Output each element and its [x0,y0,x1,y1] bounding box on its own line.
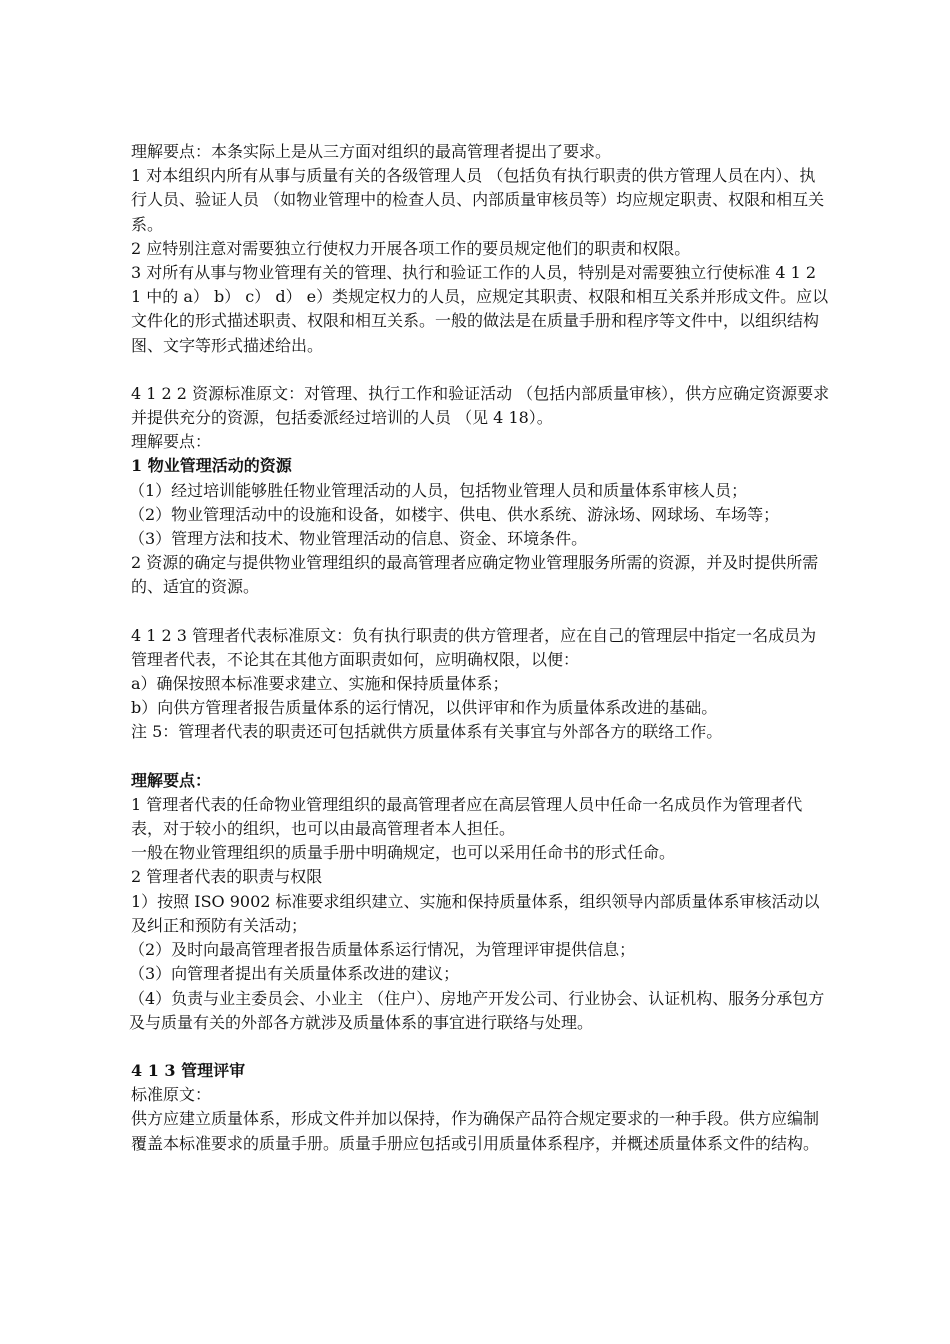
section-c-note: 注 5：管理者代表的职责还可包括就供方质量体系有关事宜与外部各方的联络工作。 [131,722,723,742]
section-e-heading: 4 1 3 管理评审 [131,1060,246,1080]
section-e-text: 供方应建立质量体系，形成文件并加以保持，作为确保产品符合规定要求的一种手段。供方应编制覆盖本标准要求的质量手册。质量手册应包括或引用质量体系程序，并概述质量体系文件的结构。 [131,1109,820,1153]
section-a-item-1: 1 对本组织内所有从事与质量有关的各级管理人员 （包括负有执行职责的供方管理人员在内）、执行人员、验证人员 （如物业管理中的检查人员、内部质量审核员等）均应规定职责、权限和相互关系。 [131,166,825,234]
section-a-item-3: 3 对所有从事与物业管理有关的管理、执行和验证工作的人员，特别是对需要独立行使标准 4 1 2 1 中的 a） b） c） d） e）类规定权力的人员，应规定其职责、权限和相互关系并形成文件。应以文件化的形式描述职责、权限和相互关系。一般的做法是在质量手册和程序等文件中，以组织结构图、文字等形式描述给出。 [131,263,829,355]
paragraph-gap [131,358,831,382]
section-d-sub-4: （4）负责与业主委员会、小业主 （住户）、房地产开发公司、行业协会、认证机构、服务分承包方及与质量有关的外部各方就涉及质量体系的事宜进行联络与处理。 [129,988,825,1032]
section-c-standard: 4 1 2 3 管理者代表标准原文：负有执行职责的供方管理者，应在自己的管理层中指定一名成员为管理者代表，不论其在其他方面职责如何，应明确权限，以便： [131,625,817,669]
section-a-intro: 理解要点：本条实际上是从三方面对组织的最高管理者提出了要求。 [131,142,612,161]
section-b-sub-1: （1）经过培训能够胜任物业管理活动的人员，包括物业管理人员和质量体系审核人员； [129,480,748,500]
section-b-standard: 4 1 2 2 资源标准原文：对管理、执行工作和验证活动 （包括内部质量审核），供方应确定资源要求并提供充分的资源，包括委派经过培训的人员 （见 4 18）。 [131,383,830,428]
section-d-sub-3: （3）向管理者提出有关质量体系改进的建议； [129,964,460,984]
paragraph-gap [131,745,831,769]
section-d-heading: 理解要点： [131,770,212,790]
section-c-item-b: b）向供方管理者报告质量体系的运行情况，以供评审和作为质量体系改进的基础。 [131,698,718,718]
section-a-item-2: 2 应特别注意对需要独立行使权力开展各项工作的要员规定他们的职责和权限。 [131,238,691,258]
paragraph-gap [131,600,831,624]
section-d-sub-2: （2）及时向最高管理者报告质量体系运行情况，为管理评审提供信息； [129,940,636,960]
section-d-item-1b: 一般在物业管理组织的质量手册中明确规定，也可以采用任命书的形式任命。 [131,843,676,863]
section-b-sub-2: （2）物业管理活动中的设施和设备，如楼宇、供电、供水系统、游泳场、网球场、车场等； [129,504,780,524]
section-c-item-a: a）确保按照本标准要求建立、实施和保持质量体系； [131,674,509,694]
document-body [131,140,831,1156]
section-b-key-points-label: 理解要点： [131,432,212,452]
section-d-item-1: 1 管理者代表的任命物业管理组织的最高管理者应在高层管理人员中任命一名成员作为管理者代表，对于较小的组织，也可以由最高管理者本人担任。 [131,794,803,839]
section-d-item-2: 2 管理者代表的职责与权限 [131,867,323,887]
section-e-label: 标准原文： [131,1085,212,1105]
section-d-sub-1: 1）按照 ISO 9002 标准要求组织建立、实施和保持质量体系，组织领导内部质量体系审核活动以及纠正和预防有关活动； [131,891,820,935]
section-b-item-2: 2 资源的确定与提供物业管理组织的最高管理者应确定物业管理服务所需的资源，并及时提供所需的、适宜的资源。 [131,553,819,597]
section-b-sub-3: （3）管理方法和技术、物业管理活动的信息、资金、环境条件。 [129,529,588,549]
paragraph-gap [131,1035,831,1059]
section-b-heading: 1 物业管理活动的资源 [131,456,292,476]
